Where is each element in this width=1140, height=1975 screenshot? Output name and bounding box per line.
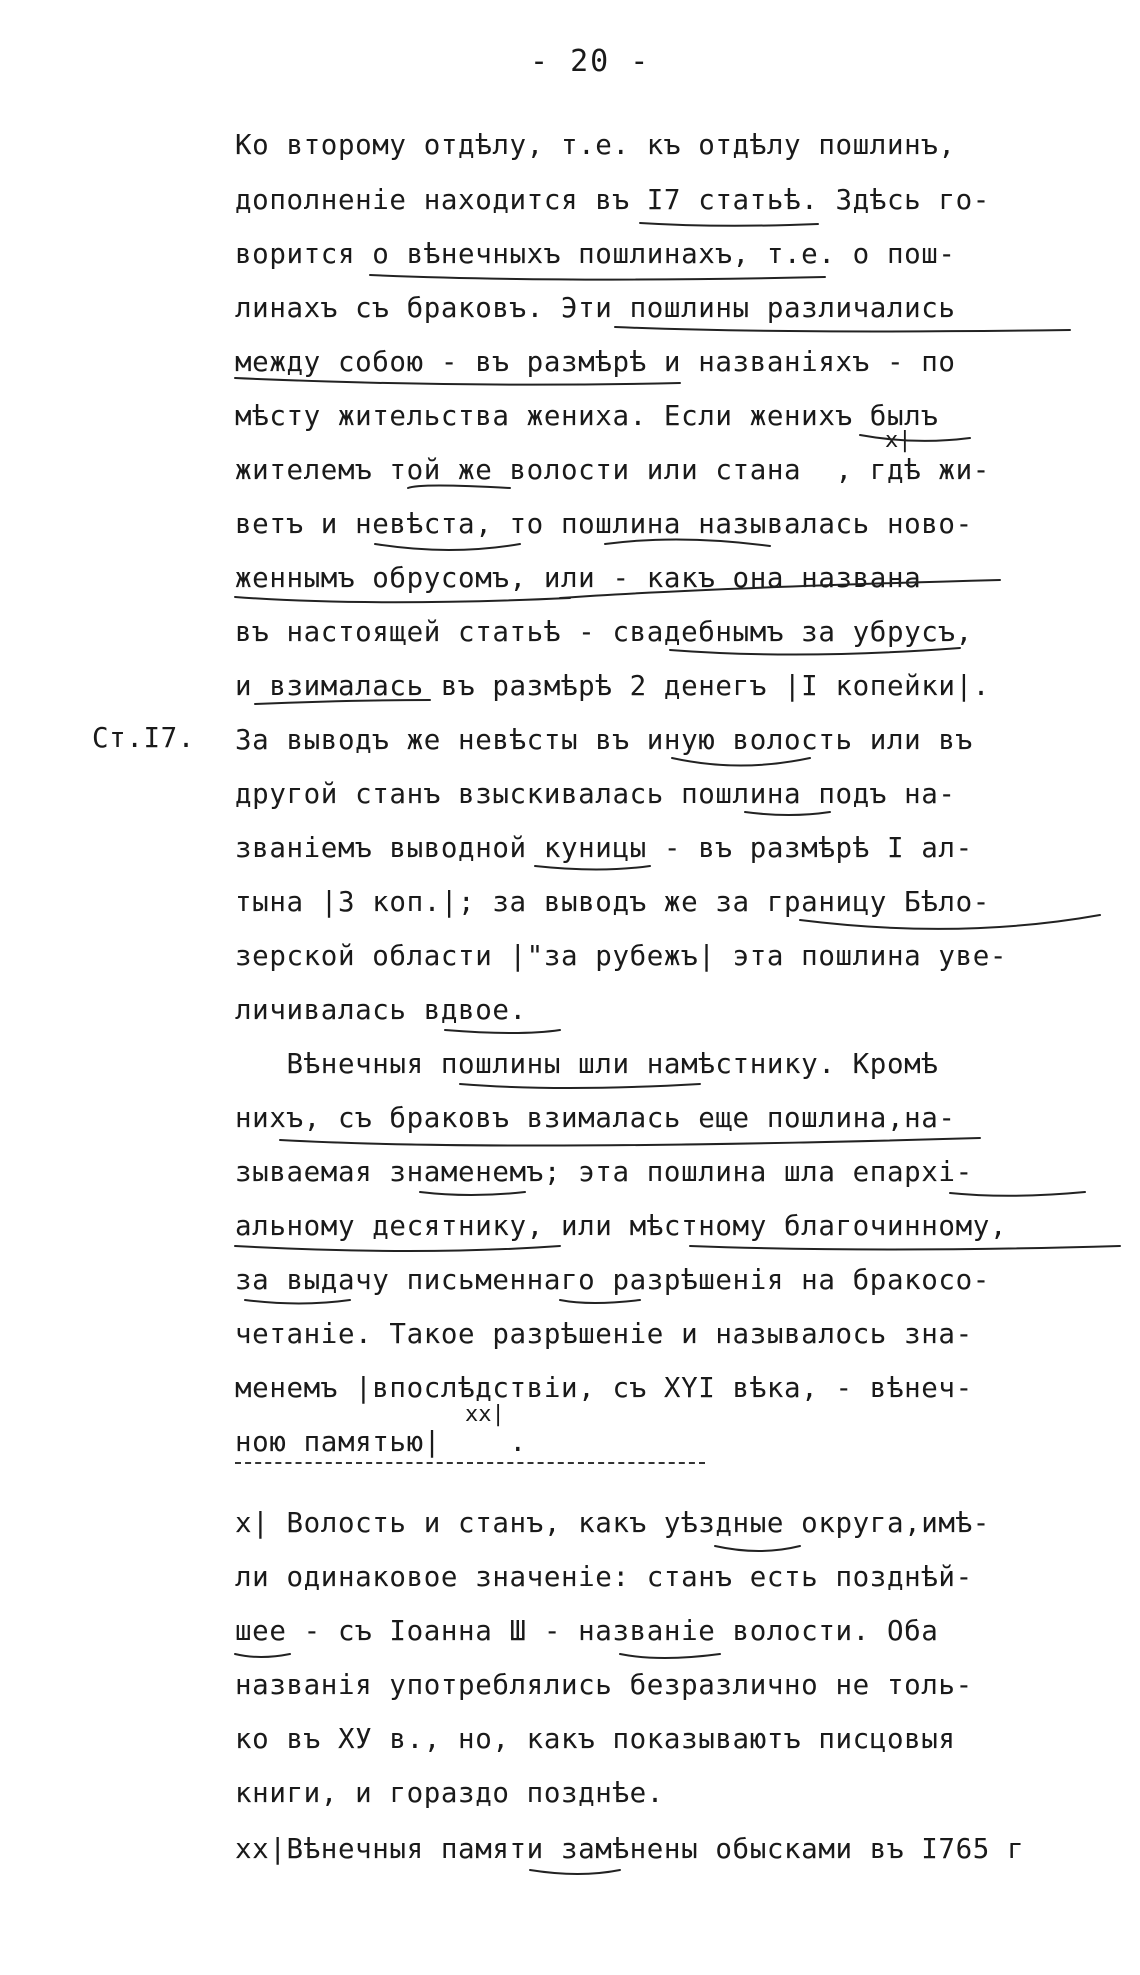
footnote-line: книги, и гораздо позднѣе. xyxy=(235,1777,664,1809)
body-line: нихъ, съ браковъ взималась еще пошлина,на- xyxy=(235,1102,956,1134)
body-line: четаніе. Такое разрѣшеніе и называлось зна- xyxy=(235,1318,973,1350)
footnote-line: хх|Вѣнечныя памяти замѣнены обысками въ I765 г xyxy=(235,1833,1025,1865)
body-line: званіемъ выводной куницы - въ размѣрѣ I ал- xyxy=(235,832,973,864)
body-line: ветъ и невѣста, то пошлина называлась ново- xyxy=(235,508,973,540)
footnote-line: шее - съ Іоанна Ш - названіе волости. Оба xyxy=(235,1615,939,1647)
body-line: тына |3 коп.|; за выводъ же за границу Бѣло- xyxy=(235,886,990,918)
page-number: - 20 - xyxy=(530,44,651,79)
body-line: и взималась въ размѣрѣ 2 денегъ |I копейки|. xyxy=(235,670,990,702)
margin-article-ref: Ст.I7. xyxy=(92,722,195,754)
body-line: ворится о вѣнечныхъ пошлинахъ, т.е. о пош- xyxy=(235,238,956,270)
body-line: менемъ |впослѣдствіи, съ XYI вѣка, - вѣнеч- xyxy=(235,1372,973,1404)
body-line: За выводъ же невѣсты въ иную волость или въ xyxy=(235,724,973,756)
body-line: въ настоящей статьѣ - свадебнымъ за убрусъ, xyxy=(235,616,973,648)
footnote-ref-x: x| xyxy=(885,428,912,453)
body-line: между собою - въ размѣрѣ и названіяхъ - по xyxy=(235,346,956,378)
footnote-line: x| Волость и станъ, какъ уѣздные округа,имѣ- xyxy=(235,1507,990,1539)
footnote-line: ко въ ХУ в., но, какъ показываютъ писцовыя xyxy=(235,1723,956,1755)
body-line: ною памятью| . xyxy=(235,1426,527,1458)
footnote-line: названія употреблялись безразлично не толь- xyxy=(235,1669,973,1701)
body-line: жителемъ той же волости или стана , гдѣ жи- xyxy=(235,454,990,486)
body-line: альному десятнику, или мѣстному благочинному, xyxy=(235,1210,1008,1242)
body-line: личивалась вдвое. xyxy=(235,994,527,1026)
body-line: дополненіе находится въ I7 статьѣ. Здѣсь го- xyxy=(235,184,990,216)
body-line: зерской области |"за рубежъ| эта пошлина уве- xyxy=(235,940,1008,972)
body-line: мѣсту жительства жениха. Если женихъ былъ xyxy=(235,400,939,432)
body-line: Ко второму отдѣлу, т.е. къ отдѣлу пошлинъ, xyxy=(235,129,956,161)
footnote-line: ли одинаковое значеніе: станъ есть позднѣй- xyxy=(235,1561,973,1593)
body-line: линахъ съ браковъ. Эти пошлины различались xyxy=(235,292,956,324)
body-line: женнымъ обрусомъ, или - какъ она названа xyxy=(235,562,922,594)
body-line: Вѣнечныя пошлины шли намѣстнику. Кромѣ xyxy=(235,1048,939,1080)
footnote-ref-xx: xx| xyxy=(465,1402,505,1427)
body-line: за выдачу письменнаго разрѣшенія на бракосо- xyxy=(235,1264,990,1296)
body-line: другой станъ взыскивалась пошлина подъ на- xyxy=(235,778,956,810)
body-line: зываемая знаменемъ; эта пошлина шла епархі- xyxy=(235,1156,973,1188)
